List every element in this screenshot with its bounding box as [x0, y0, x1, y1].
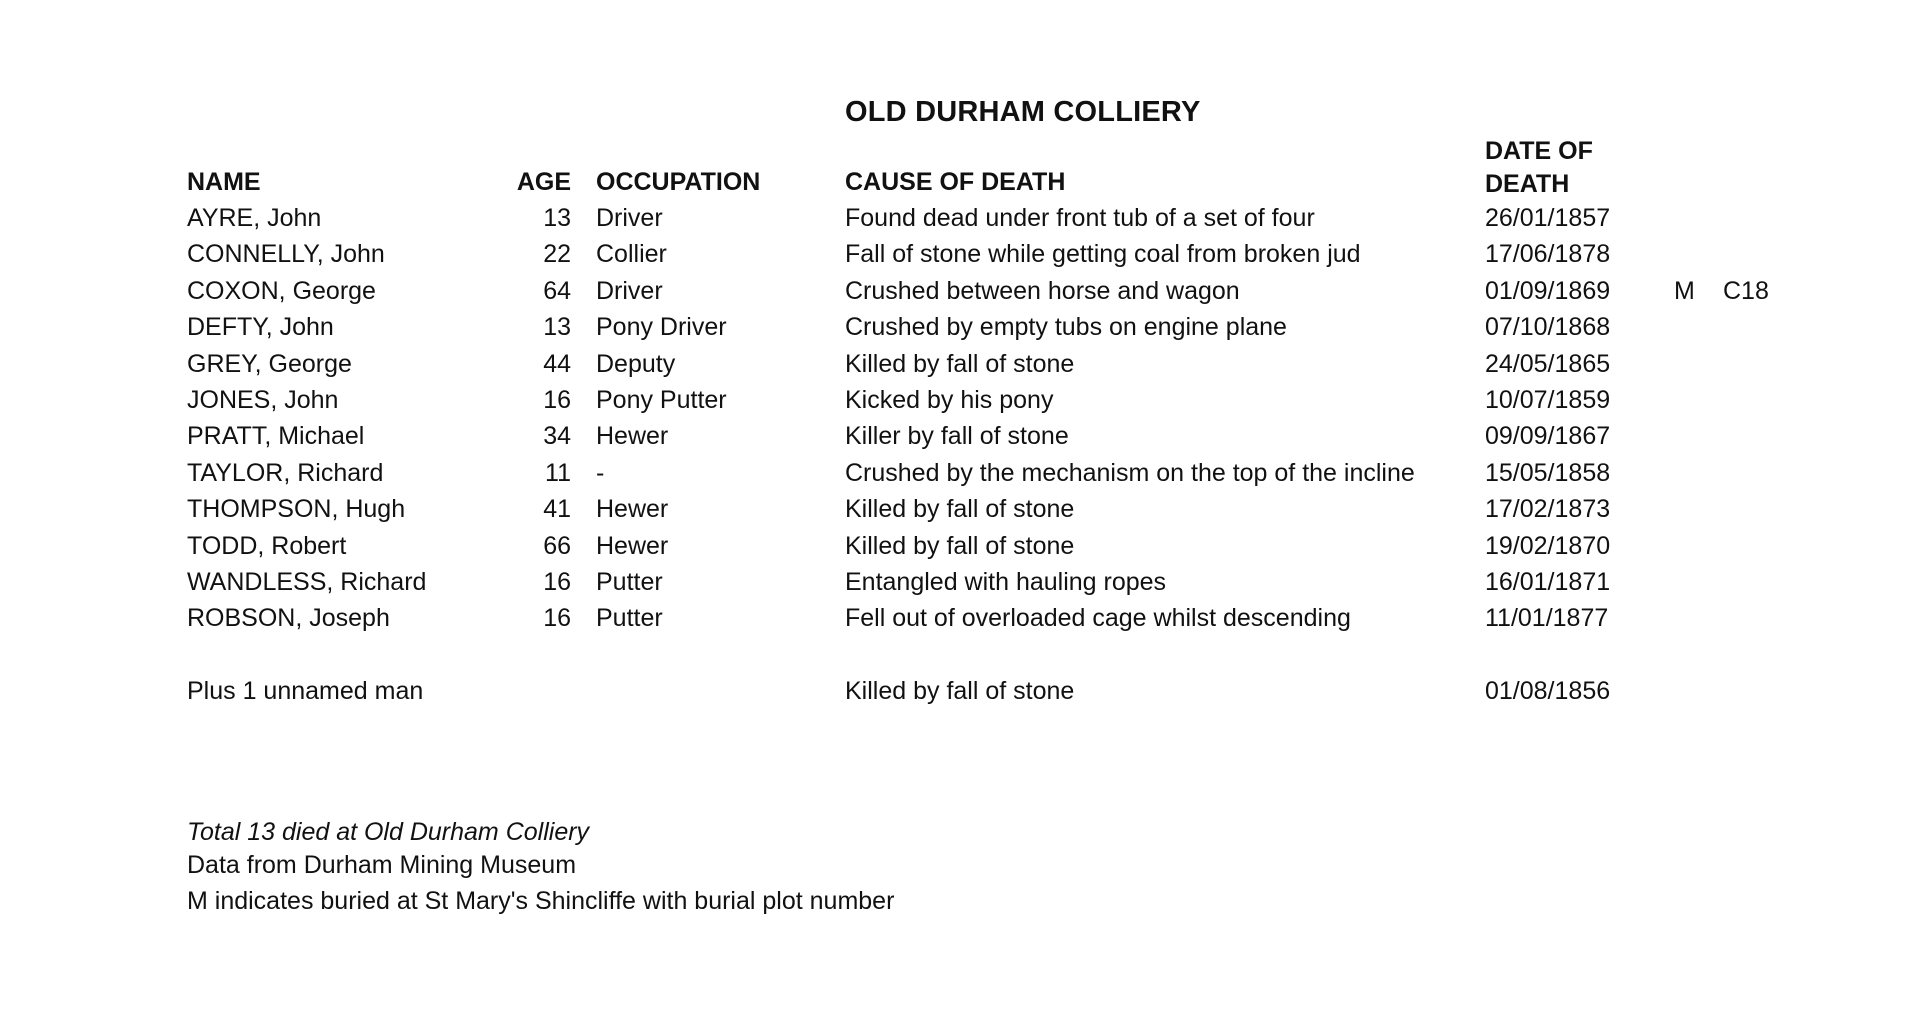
cell-occupation: Putter: [596, 568, 663, 596]
header-age: AGE: [516, 168, 571, 196]
cell-burial-plot: C18: [1723, 276, 1769, 305]
cell-age: 13: [543, 313, 571, 342]
cell-name: DEFTY, John: [187, 313, 334, 342]
cell-date: 17/06/1878: [1485, 240, 1611, 269]
cell-name: COXON, George: [187, 276, 376, 305]
cell-cause: Crushed by the mechanism on the top of the incline: [845, 458, 1415, 487]
cell-date: 09/09/1867: [1485, 422, 1611, 451]
cell-age: 16: [543, 386, 571, 414]
cell-occupation: Driver: [596, 204, 663, 232]
table-row: [0, 240, 1920, 276]
table-row: [0, 386, 1920, 422]
table-row: [0, 459, 1920, 495]
unnamed-name: Plus 1 unnamed man: [187, 677, 424, 705]
cell-date: 24/05/1865: [1485, 349, 1611, 378]
cell-cause: Fell out of overloaded cage whilst descending: [845, 604, 1351, 633]
cell-age: 22: [543, 240, 571, 269]
cell-age: 64: [543, 276, 571, 305]
cell-date: 15/05/1858: [1485, 458, 1611, 487]
legend-note: M indicates buried at St Mary's Shincliffe with burial plot number: [187, 887, 895, 915]
cell-occupation: Hewer: [596, 531, 669, 560]
cell-burial-marker: M: [1674, 276, 1695, 305]
unnamed-cause: Killed by fall of stone: [845, 677, 1075, 705]
cell-age: 41: [543, 495, 571, 524]
cell-occupation: Pony Putter: [596, 386, 727, 414]
cell-cause: Killed by fall of stone: [845, 531, 1075, 560]
cell-cause: Killed by fall of stone: [845, 349, 1075, 378]
cell-age: 16: [543, 568, 571, 596]
cell-cause: Crushed between horse and wagon: [845, 276, 1240, 305]
cell-name: PRATT, Michael: [187, 422, 365, 451]
header-date-line2: DEATH: [1485, 170, 1570, 198]
unnamed-date: 01/08/1856: [1485, 677, 1611, 705]
header-occupation: OCCUPATION: [596, 168, 761, 196]
cell-cause: Found dead under front tub of a set of four: [845, 204, 1315, 232]
cell-name: THOMPSON, Hugh: [187, 495, 406, 524]
cell-name: AYRE, John: [187, 204, 322, 232]
cell-age: 16: [543, 604, 571, 633]
cell-occupation: -: [596, 458, 605, 487]
cell-cause: Entangled with hauling ropes: [845, 568, 1167, 596]
header-date-line1: DATE OF: [1485, 137, 1593, 165]
cell-cause: Kicked by his pony: [845, 386, 1054, 414]
table-row: [0, 313, 1920, 349]
cell-date: 10/07/1859: [1485, 386, 1611, 414]
cell-date: 07/10/1868: [1485, 313, 1611, 342]
cell-cause: Killer by fall of stone: [845, 422, 1069, 451]
header-name: NAME: [187, 168, 261, 196]
cell-occupation: Hewer: [596, 422, 669, 451]
cell-age: 13: [543, 204, 571, 232]
cell-name: GREY, George: [187, 349, 352, 378]
source-note: Data from Durham Mining Museum: [187, 851, 577, 879]
cell-name: JONES, John: [187, 386, 339, 414]
header-cause: CAUSE OF DEATH: [845, 168, 1066, 196]
cell-occupation: Putter: [596, 604, 663, 633]
cell-date: 16/01/1871: [1485, 568, 1611, 596]
table-row: [0, 277, 1920, 313]
cell-age: 34: [543, 422, 571, 451]
cell-date: 26/01/1857: [1485, 204, 1611, 232]
cell-cause: Killed by fall of stone: [845, 495, 1075, 524]
total-note: Total 13 died at Old Durham Colliery: [187, 818, 590, 846]
table-row: [0, 568, 1920, 604]
cell-date: 19/02/1870: [1485, 531, 1611, 560]
table-row: [0, 532, 1920, 568]
page-title: OLD DURHAM COLLIERY: [845, 96, 1201, 128]
cell-name: CONNELLY, John: [187, 240, 385, 269]
cell-name: WANDLESS, Richard: [187, 568, 427, 596]
cell-occupation: Collier: [596, 240, 667, 269]
table-row: [0, 422, 1920, 458]
cell-occupation: Hewer: [596, 495, 669, 524]
cell-age: 66: [543, 531, 571, 560]
cell-occupation: Driver: [596, 276, 663, 305]
table-row: [0, 204, 1920, 240]
cell-name: TODD, Robert: [187, 531, 347, 560]
table-row: [0, 495, 1920, 531]
cell-occupation: Deputy: [596, 349, 676, 378]
cell-name: ROBSON, Joseph: [187, 604, 390, 633]
cell-occupation: Pony Driver: [596, 313, 727, 342]
table-row: [0, 350, 1920, 386]
cell-date: 11/01/1877: [1485, 604, 1609, 633]
cell-cause: Fall of stone while getting coal from broken jud: [845, 240, 1361, 269]
cell-age: 44: [543, 349, 571, 378]
cell-date: 01/09/1869: [1485, 276, 1611, 305]
cell-date: 17/02/1873: [1485, 495, 1611, 524]
cell-name: TAYLOR, Richard: [187, 458, 384, 487]
cell-cause: Crushed by empty tubs on engine plane: [845, 313, 1287, 342]
table-row: [0, 604, 1920, 640]
cell-age: 11: [545, 458, 571, 487]
unnamed-row: [0, 677, 1920, 713]
